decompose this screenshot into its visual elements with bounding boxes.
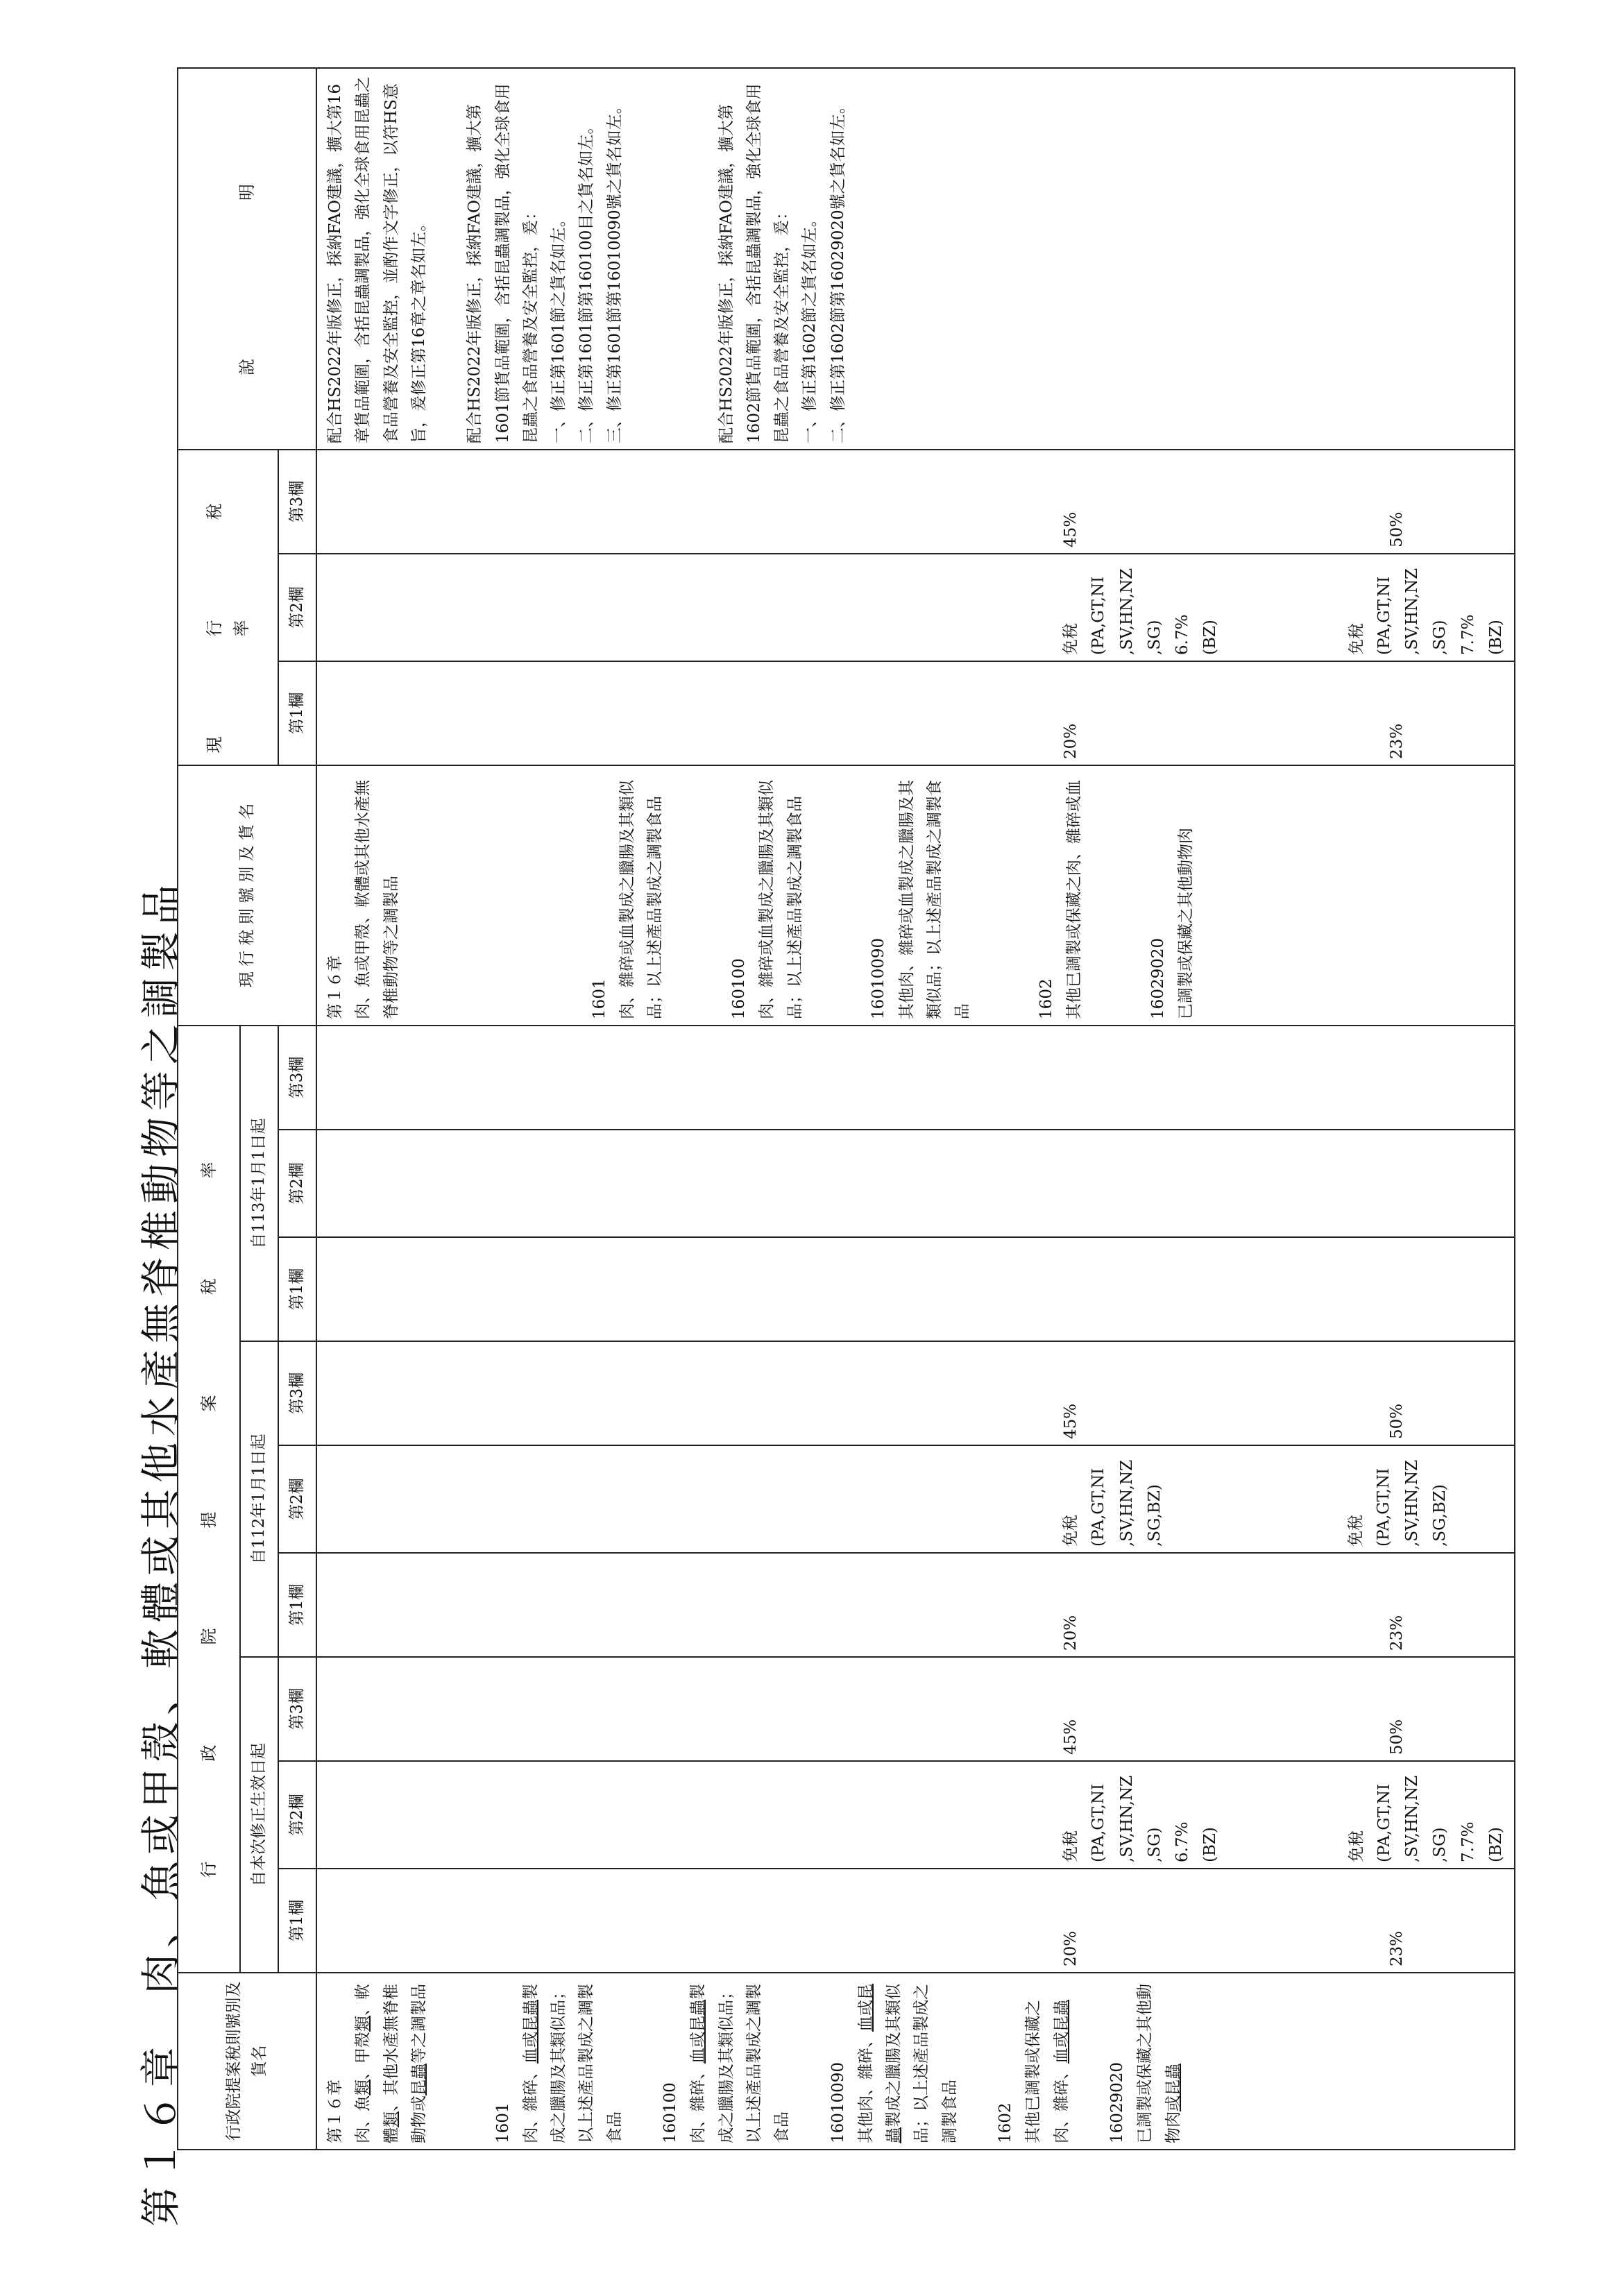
explanation-1602-item: 一、修正第1602節之貨名如左。 (801, 211, 819, 443)
proposed-chapter-code: 第１６章 (326, 2080, 344, 2143)
header-col1: 第1欄 (278, 1869, 316, 1973)
proposed-goods-cell (316, 1973, 1515, 2150)
rate-value: 免稅 (PA,GT,NI ,SV,HN,NZ ,SG) 7.7% (BZ) (1347, 1775, 1505, 1862)
proposed-sub-16029020-desc (1131, 1979, 1187, 2143)
tariff-comparison-table (177, 67, 1515, 2150)
header-current-rates: 現 行 稅 率 (178, 450, 278, 765)
rate-value: 免稅 (PA,GT,NI ,SV,HN,NZ ,SG,BZ) (1062, 1459, 1164, 1547)
current-chapter-desc: 肉、魚或甲殼、軟體或其他水產無脊椎動物等之調製品 (354, 779, 400, 1019)
current-heading-1601-desc: 肉、雜碎或血製成之臘腸及其類似品；以上述產品製成之調製食品 (618, 779, 665, 1019)
header-col3: 第3欄 (278, 1341, 316, 1445)
proposed-sub-160100-code: 160100 (661, 2082, 679, 2143)
proposed-heading-1602-desc (1019, 1979, 1076, 2143)
explanation-1601-item: 二、修正第1601節第160100目之貨名如左。 (577, 118, 596, 443)
text-segment: 製成之 (689, 1984, 736, 2143)
explanation-chapter-16: 配合HS2022年版修正，採納FAO建議，擴大第16章貨品範圍，含括昆蟲調製品，強化全球食用昆蟲之食品營養及安全監控，並酌作文字修正，以符HS意旨，爰修正第16章之章名如左。 (326, 76, 428, 443)
header-col2: 第2欄 (278, 1445, 316, 1553)
proposed-sub-16029020-code: 16029020 (1108, 2061, 1126, 2143)
proposed-heading-1601-code: 1601 (493, 2102, 512, 2143)
amended-text: 血或昆蟲 (1052, 2000, 1071, 2064)
amended-text: 類 (382, 2111, 400, 2127)
rate-value: 20% (1062, 723, 1080, 759)
text-segment: 臘腸及其類似品；以上述產品製成之調製食品 (550, 1984, 624, 2143)
rate-current-col3 (316, 450, 1515, 554)
text-segment: 肉、雜碎、 (521, 2064, 540, 2143)
rate-value: 20% (1062, 1930, 1080, 1966)
rate-value: 23% (1388, 1615, 1407, 1651)
text-segment: 製 (885, 2111, 903, 2127)
rate-113-col3 (316, 1026, 1515, 1130)
header-from-113: 自113年1月1日起 (240, 1026, 278, 1341)
proposed-sub-16010090-code: 16010090 (829, 2061, 847, 2143)
explanation-1601-item: 三、修正第1601節第16010090號之貨名如左。 (605, 98, 624, 443)
header-col2: 第2欄 (278, 1761, 316, 1869)
text-segment: 成之臘腸及其類似品；以上述產品製成之調製食品 (885, 1984, 959, 2143)
header-effective-date: 自本次修正生效日起 (240, 1657, 278, 1973)
header-proposed-goods: 行政院提案稅則號別及貨名 (178, 1973, 316, 2150)
rate-value: 20% (1062, 1615, 1080, 1651)
text-segment: 、軟體 (354, 1984, 400, 2143)
explanation-1601-intro: 配合HS2022年版修正，採納FAO建議，擴大第1601節貨品範圍，含括昆蟲調製品，強化全球食用昆蟲之食品營養及安全監控，爰： (466, 83, 540, 443)
rate-113-col1 (316, 1237, 1515, 1341)
amended-text: 血或昆蟲 (689, 2000, 708, 2064)
rate-value: 45% (1062, 1719, 1080, 1755)
header-col3: 第3欄 (278, 450, 316, 554)
proposed-heading-1601-desc (517, 1979, 629, 2143)
text-segment: 肉、雜碎、 (689, 2064, 708, 2143)
rate-value: 45% (1062, 511, 1080, 547)
current-heading-1602-code: 1602 (1037, 978, 1055, 1019)
header-col2: 第2欄 (278, 554, 316, 661)
rate-value: 免稅 (PA,GT,NI ,SV,HN,NZ ,SG,BZ) (1347, 1459, 1449, 1547)
text-segment: 肉、魚 (354, 2095, 373, 2143)
current-heading-1601-code: 1601 (590, 978, 609, 1019)
header-col3: 第3欄 (278, 1657, 316, 1761)
text-segment: 碎、 (1052, 2064, 1071, 2095)
rate-current-col2 (316, 554, 1515, 661)
proposed-heading-1602-code: 1602 (996, 2102, 1014, 2143)
current-sub-160100-desc: 肉、雜碎或血製成之臘腸及其類似品；以上述產品製成之調製食品 (758, 779, 804, 1019)
rate-effective-col1 (316, 1869, 1515, 1973)
text-segment: 其他已調製或保藏之肉、雜 (1024, 2000, 1071, 2143)
amended-text: 血或昆蟲 (521, 2000, 540, 2064)
header-from-112: 自112年1月1日起 (240, 1341, 278, 1657)
text-segment: 、其他水產無脊椎動物或 (382, 1984, 428, 2143)
explanation-cell (316, 68, 1515, 450)
header-proposed-rates: 行 政 院 提 案 稅 率 (178, 1026, 240, 1973)
rate-value: 免稅 (PA,GT,NI ,SV,HN,NZ ,SG) 6.7% (BZ) (1062, 1775, 1220, 1862)
rate-112-col2 (316, 1445, 1515, 1553)
amended-text: 昆蟲 (409, 2064, 428, 2095)
rate-effective-col3 (316, 1657, 1515, 1761)
amended-text: 類 (354, 2080, 373, 2095)
text-segment: 其他肉、雜碎、 (856, 2032, 875, 2143)
amended-text: 血或昆蟲 (856, 1984, 903, 2143)
header-col2: 第2欄 (278, 1130, 316, 1237)
proposed-sub-16010090-desc (852, 1979, 964, 2143)
current-sub-160100-code: 160100 (730, 958, 748, 1019)
current-chapter-code: 第１６章 (326, 955, 344, 1019)
rate-value: 免稅 (PA,GT,NI ,SV,HN,NZ ,SG) 7.7% (BZ) (1347, 568, 1505, 655)
rate-value: 45% (1062, 1403, 1080, 1439)
rate-effective-col2 (316, 1761, 1515, 1869)
explanation-1602-intro: 配合HS2022年版修正，採納FAO建議，擴大第1602節貨品範圍，含括昆蟲調製品，強化全球食用昆蟲之食品營養及安全監控，爰： (717, 83, 791, 443)
proposed-sub-160100-desc (684, 1979, 796, 2143)
text-segment: 已調製或保藏之其他動物肉 (1136, 1984, 1182, 2143)
text-segment: 等之調製品 (409, 1984, 428, 2064)
text-segment: 製成之 (521, 1984, 568, 2143)
current-goods-cell (316, 765, 1515, 1026)
text-segment: 、甲殼 (354, 2032, 373, 2080)
rate-113-col2 (316, 1130, 1515, 1237)
header-col3: 第3欄 (278, 1026, 316, 1130)
current-sub-16029020-desc: 已調製或保藏之其他動物肉 (1177, 827, 1195, 1019)
rate-112-col3 (316, 1341, 1515, 1445)
rate-value: 23% (1388, 1930, 1407, 1966)
current-sub-16010090-desc: 其他肉、雜碎或血製成之臘腸及其類似品；以上述產品製成之調製食品 (897, 779, 971, 1019)
current-heading-1602-desc: 其他已調製或保藏之肉、雜碎或血 (1065, 779, 1083, 1019)
current-sub-16029020-code: 16029020 (1148, 937, 1167, 1019)
page-title: 第１６章 肉、魚或甲殼、軟體或其他水產無脊椎動物等之調製品 (137, 878, 185, 2227)
header-explanation: 說 明 (178, 68, 316, 450)
header-col1: 第1欄 (278, 1553, 316, 1657)
current-sub-16010090-code: 16010090 (869, 937, 888, 1019)
rate-value: 50% (1388, 1719, 1407, 1755)
amended-text: 類 (354, 2016, 373, 2032)
text-segment: 臘腸及其類似品；以上述產品製成之調製食品 (717, 1984, 791, 2143)
proposed-chapter-desc (349, 1979, 433, 2143)
amended-text: 或昆蟲 (1164, 2064, 1182, 2111)
header-col1: 第1欄 (278, 1237, 316, 1341)
rate-value: 免稅 (PA,GT,NI ,SV,HN,NZ ,SG) 6.7% (BZ) (1062, 568, 1220, 655)
header-current-goods: 現 行 稅 則 號 別 及 貨 名 (178, 765, 316, 1026)
rate-current-col1 (316, 661, 1515, 765)
rate-value: 23% (1388, 723, 1407, 759)
explanation-1602-item: 二、修正第1602節第16029020號之貨名如左。 (829, 98, 847, 443)
explanation-1601-item: 一、修正第1601節之貨名如左。 (550, 211, 568, 443)
rate-value: 50% (1388, 1403, 1407, 1439)
header-col1: 第1欄 (278, 661, 316, 765)
rate-value: 50% (1388, 511, 1407, 547)
rate-112-col1 (316, 1553, 1515, 1657)
